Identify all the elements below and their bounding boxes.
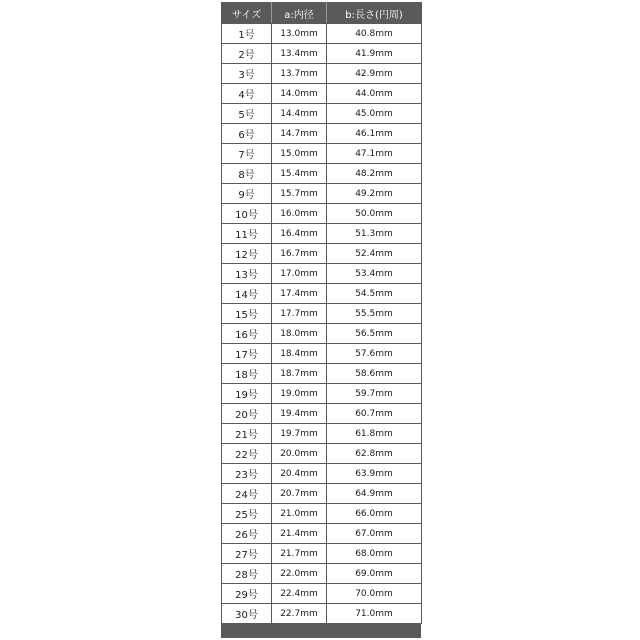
table-row: [222, 344, 422, 364]
circumference-cell: 66.0mm: [327, 504, 422, 524]
size-cell: 25号: [222, 504, 272, 524]
table-row: [222, 244, 422, 264]
table-row: [222, 264, 422, 284]
circumference-cell: 52.4mm: [327, 244, 422, 264]
circumference-cell: 51.3mm: [327, 224, 422, 244]
circumference-cell: 58.6mm: [327, 364, 422, 384]
circumference-cell: 64.9mm: [327, 484, 422, 504]
inner-diameter-cell: 14.4mm: [272, 104, 327, 124]
inner-diameter-cell: 19.4mm: [272, 404, 327, 424]
header-size: サイズ: [222, 3, 272, 24]
inner-diameter-cell: 20.0mm: [272, 444, 327, 464]
table-row: [222, 524, 422, 544]
size-cell: 30号: [222, 604, 272, 624]
size-cell: 14号: [222, 284, 272, 304]
inner-diameter-cell: 15.0mm: [272, 144, 327, 164]
circumference-cell: 59.7mm: [327, 384, 422, 404]
header-row: [222, 3, 422, 24]
circumference-cell: 70.0mm: [327, 584, 422, 604]
table-row: [222, 144, 422, 164]
size-cell: 13号: [222, 264, 272, 284]
inner-diameter-cell: 21.4mm: [272, 524, 327, 544]
ring-size-table: [221, 2, 422, 624]
table-row: [222, 604, 422, 624]
table-row: [222, 164, 422, 184]
inner-diameter-cell: 22.7mm: [272, 604, 327, 624]
size-cell: 8号: [222, 164, 272, 184]
size-cell: 11号: [222, 224, 272, 244]
circumference-cell: 42.9mm: [327, 64, 422, 84]
inner-diameter-cell: 13.0mm: [272, 24, 327, 44]
size-cell: 15号: [222, 304, 272, 324]
table-header: [222, 3, 422, 24]
table-row: [222, 24, 422, 44]
size-cell: 17号: [222, 344, 272, 364]
table-row: [222, 304, 422, 324]
table-row: [222, 284, 422, 304]
size-cell: 22号: [222, 444, 272, 464]
inner-diameter-cell: 14.0mm: [272, 84, 327, 104]
inner-diameter-cell: 19.7mm: [272, 424, 327, 444]
inner-diameter-cell: 22.4mm: [272, 584, 327, 604]
inner-diameter-cell: 16.7mm: [272, 244, 327, 264]
circumference-cell: 47.1mm: [327, 144, 422, 164]
size-cell: 9号: [222, 184, 272, 204]
table-row: [222, 84, 422, 104]
table-row: [222, 464, 422, 484]
inner-diameter-cell: 21.7mm: [272, 544, 327, 564]
size-cell: 26号: [222, 524, 272, 544]
size-cell: 18号: [222, 364, 272, 384]
inner-diameter-cell: 20.4mm: [272, 464, 327, 484]
inner-diameter-cell: 13.4mm: [272, 44, 327, 64]
table-row: [222, 124, 422, 144]
table-row: [222, 44, 422, 64]
inner-diameter-cell: 18.7mm: [272, 364, 327, 384]
size-cell: 5号: [222, 104, 272, 124]
circumference-cell: 44.0mm: [327, 84, 422, 104]
inner-diameter-cell: 18.0mm: [272, 324, 327, 344]
table-row: [222, 424, 422, 444]
size-cell: 28号: [222, 564, 272, 584]
size-cell: 4号: [222, 84, 272, 104]
circumference-cell: 49.2mm: [327, 184, 422, 204]
size-cell: 23号: [222, 464, 272, 484]
header-circumference: b:長さ(円周): [327, 3, 422, 24]
circumference-cell: 50.0mm: [327, 204, 422, 224]
header-inner-diameter: a:内径: [272, 3, 327, 24]
circumference-cell: 63.9mm: [327, 464, 422, 484]
inner-diameter-cell: 17.7mm: [272, 304, 327, 324]
table-row: [222, 204, 422, 224]
table-row: [222, 224, 422, 244]
size-cell: 16号: [222, 324, 272, 344]
circumference-cell: 48.2mm: [327, 164, 422, 184]
inner-diameter-cell: 19.0mm: [272, 384, 327, 404]
circumference-cell: 60.7mm: [327, 404, 422, 424]
circumference-cell: 55.5mm: [327, 304, 422, 324]
inner-diameter-cell: 13.7mm: [272, 64, 327, 84]
table-row: [222, 364, 422, 384]
circumference-cell: 45.0mm: [327, 104, 422, 124]
size-cell: 12号: [222, 244, 272, 264]
table-row: [222, 544, 422, 564]
circumference-cell: 69.0mm: [327, 564, 422, 584]
inner-diameter-cell: 16.0mm: [272, 204, 327, 224]
inner-diameter-cell: 22.0mm: [272, 564, 327, 584]
inner-diameter-cell: 18.4mm: [272, 344, 327, 364]
table-row: [222, 444, 422, 464]
table-row: [222, 504, 422, 524]
table-row: [222, 104, 422, 124]
table-row: [222, 564, 422, 584]
circumference-cell: 41.9mm: [327, 44, 422, 64]
inner-diameter-cell: 14.7mm: [272, 124, 327, 144]
circumference-cell: 56.5mm: [327, 324, 422, 344]
inner-diameter-cell: 20.7mm: [272, 484, 327, 504]
inner-diameter-cell: 17.0mm: [272, 264, 327, 284]
ring-size-table-container: [221, 2, 421, 638]
size-cell: 19号: [222, 384, 272, 404]
inner-diameter-cell: 16.4mm: [272, 224, 327, 244]
circumference-cell: 68.0mm: [327, 544, 422, 564]
size-cell: 6号: [222, 124, 272, 144]
table-row: [222, 184, 422, 204]
circumference-cell: 40.8mm: [327, 24, 422, 44]
size-cell: 20号: [222, 404, 272, 424]
circumference-cell: 53.4mm: [327, 264, 422, 284]
size-cell: 1号: [222, 24, 272, 44]
size-cell: 7号: [222, 144, 272, 164]
inner-diameter-cell: 15.7mm: [272, 184, 327, 204]
circumference-cell: 62.8mm: [327, 444, 422, 464]
inner-diameter-cell: 15.4mm: [272, 164, 327, 184]
circumference-cell: 61.8mm: [327, 424, 422, 444]
table-row: [222, 384, 422, 404]
table-row: [222, 404, 422, 424]
size-cell: 3号: [222, 64, 272, 84]
size-cell: 29号: [222, 584, 272, 604]
inner-diameter-cell: 21.0mm: [272, 504, 327, 524]
circumference-cell: 57.6mm: [327, 344, 422, 364]
table-row: [222, 584, 422, 604]
circumference-cell: 71.0mm: [327, 604, 422, 624]
table-row: [222, 324, 422, 344]
size-cell: 21号: [222, 424, 272, 444]
table-body: [222, 24, 422, 624]
size-cell: 27号: [222, 544, 272, 564]
table-row: [222, 484, 422, 504]
size-cell: 2号: [222, 44, 272, 64]
circumference-cell: 54.5mm: [327, 284, 422, 304]
size-cell: 10号: [222, 204, 272, 224]
circumference-cell: 46.1mm: [327, 124, 422, 144]
circumference-cell: 67.0mm: [327, 524, 422, 544]
size-cell: 24号: [222, 484, 272, 504]
table-row: [222, 64, 422, 84]
inner-diameter-cell: 17.4mm: [272, 284, 327, 304]
